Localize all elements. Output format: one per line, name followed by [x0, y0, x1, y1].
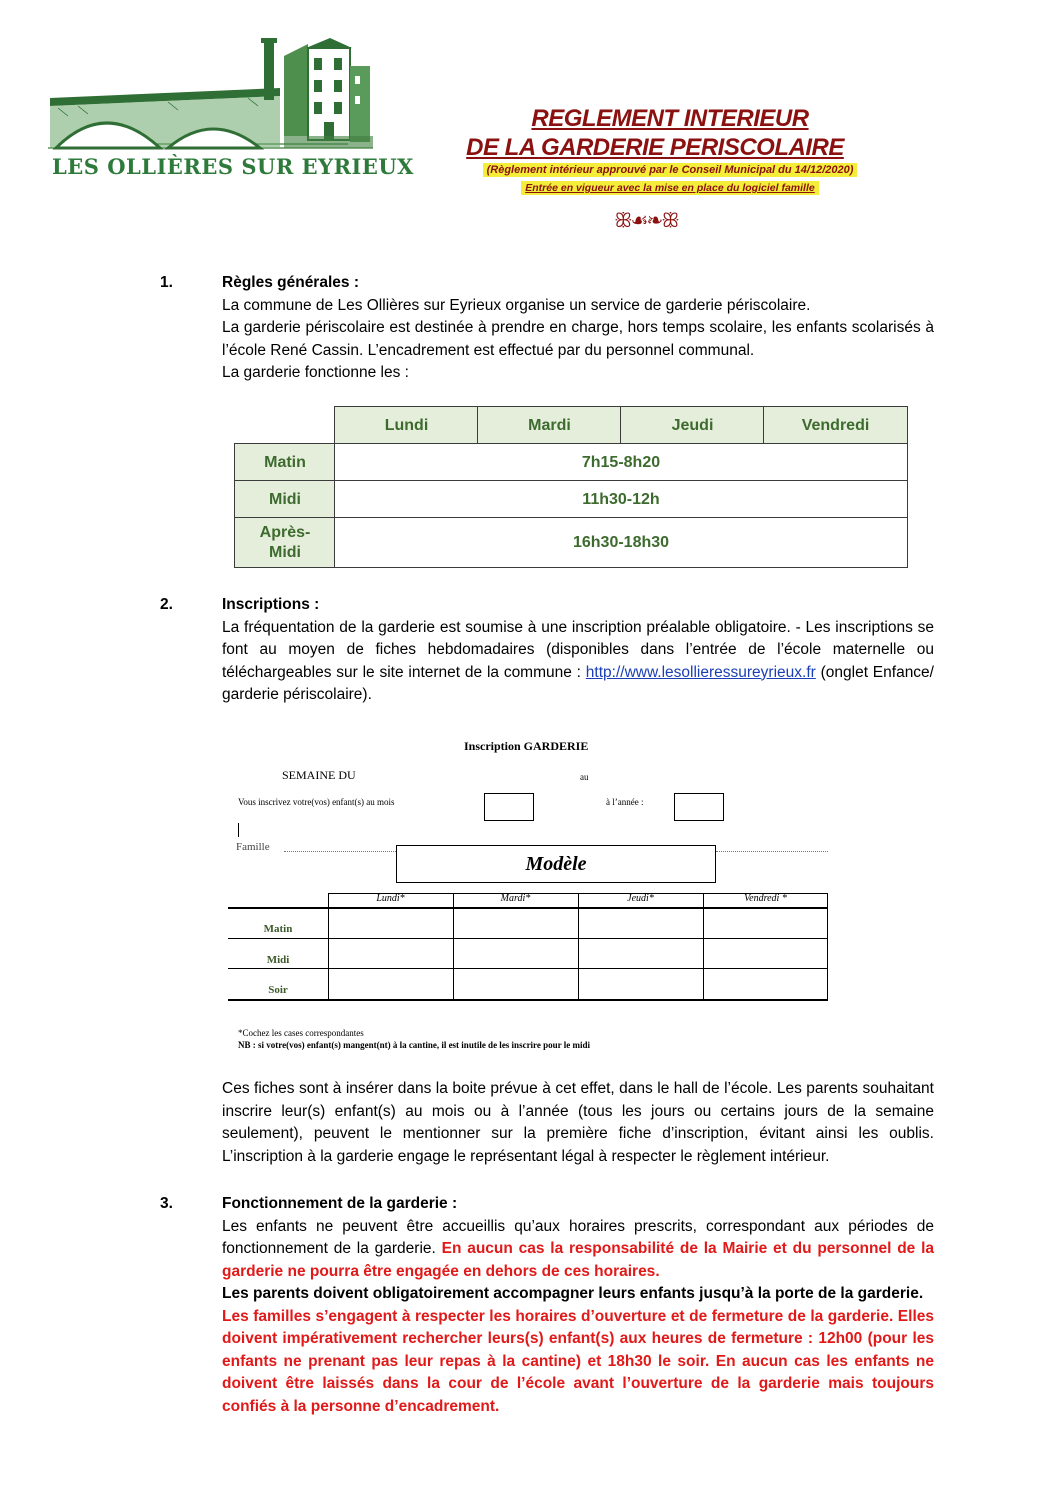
form-month-label: Vous inscrivez votre(vos) enfant(s) au mois — [238, 797, 395, 807]
section-number: 2. — [160, 596, 173, 613]
commune-logo — [48, 36, 414, 186]
section-paragraph: Les parents doivent obligatoirement accompagner leurs enfants jusqu’à la porte de la garderie. — [222, 1285, 924, 1302]
form-row-header: Midi — [266, 954, 290, 966]
section-paragraph: La fréquentation de la garderie est soumise à une inscription préalable obligatoire. - Les inscriptions se font au moyen de fiches hebdomadaires (disponibles dans l’entrée de l’école maternelle ou téléchargeables sur le site internet de la commune : http://www.lesollieressureyrieux.fr (onglet Enfance/ garderie périscolaire). — [222, 618, 934, 703]
form-month-box — [484, 793, 534, 821]
effective-note: Entrée en vigueur avec la mise en place du logiciel famille — [521, 181, 818, 195]
form-col-header: Vendredi * — [744, 893, 787, 904]
form-col-header: Jeudi* — [627, 893, 654, 904]
title-line-1: REGLEMENT INTERIEUR — [531, 105, 809, 132]
day-header: Jeudi — [620, 406, 765, 445]
section-title: Règles générales : — [222, 274, 359, 291]
ornament-icon: ꕥ☙❧ꕥ — [614, 208, 678, 232]
hours-cell: 16h30-18h30 — [334, 517, 908, 568]
approval-note: (Règlement intérieur approuvé par le Conseil Municipal du 14/12/2020) — [483, 163, 858, 177]
form-au-label: au — [580, 772, 589, 782]
liability-warning: En aucun cas la responsabilité de la Mairie et du personnel de la garderie ne pourra être engagée en dehors de ces horaires — [222, 1240, 934, 1280]
form-col-header: Lundi* — [376, 893, 405, 904]
commune-website-link[interactable]: http://www.lesollieressureyrieux.fr — [585, 663, 816, 681]
row-label: Après-Midi — [234, 517, 336, 568]
form-note: *Cochez les cases correspondantes — [238, 1028, 364, 1038]
day-header: Lundi — [334, 406, 479, 445]
section-paragraph: La garderie périscolaire est destinée à prendre en charge, hors temps scolaire, les enfants scolarisés à l’école René Cassin. L’encadrement est effectué par du personnel communal. — [222, 319, 934, 359]
form-grid — [228, 893, 828, 1000]
hours-cell: 11h30-12h — [334, 480, 908, 519]
form-year-box — [674, 793, 724, 821]
title-line-2: DE LA GARDERIE PERISCOLAIRE — [466, 134, 844, 161]
form-title: Inscription GARDERIE — [464, 739, 589, 753]
schedule-table — [234, 406, 908, 568]
section-title: Inscriptions : — [222, 596, 320, 613]
day-header: Vendredi — [763, 406, 908, 445]
row-label: Matin — [234, 443, 336, 482]
bridge-village-illustration — [48, 36, 373, 156]
logo-text: LES OLLIÈRES SUR EYRIEUX — [52, 154, 414, 179]
form-row-header: Soir — [268, 984, 288, 996]
section-paragraph: Ces fiches sont à insérer dans la boite prévue à cet effet, dans le hall de l’école. Les parents souhaitant inscrire leur(s) enfant(s) au mois ou à l’année (tous les jours ou certains jours de la semaine seulement), peuvent le mentionner sur la première fiche d’inscription, évitant ainsi les oublis. L’inscription à la garderie engage le représentant légal à respecter le règlement intérieur. — [222, 1080, 934, 1165]
day-header: Mardi — [477, 406, 622, 445]
section-paragraph: La commune de Les Ollières sur Eyrieux organise un service de garderie périscolaire. — [222, 296, 811, 314]
section-number: 3. — [160, 1195, 173, 1212]
form-col-header: Mardi* — [500, 893, 531, 904]
row-label: Midi — [234, 480, 336, 519]
form-year-label: à l’année : — [606, 797, 644, 807]
section-title: Fonctionnement de la garderie : — [222, 1195, 458, 1212]
form-week-label: SEMAINE DU — [282, 768, 356, 782]
form-family-label: Famille — [236, 841, 270, 853]
hours-cell: 7h15-8h20 — [334, 443, 908, 482]
document-title — [466, 104, 870, 196]
section-paragraph: La garderie fonctionne les : — [222, 364, 409, 381]
registration-form-model — [228, 735, 828, 1060]
section-paragraph: Les enfants ne peuvent être accueillis qu’aux horaires prescrits, correspondant aux périodes de fonctionnement de la garderie. En aucun cas la responsabilité de la Mairie et du personnel de la garderie ne pourra être engagée en dehors de ces horaires. — [222, 1217, 934, 1280]
hours-warning: Les familles s’engagent à respecter les horaires d’ouverture et de fermeture de la garderie. Elles doivent impérativement rechercher leurs(s) enfant(s) aux heures de fermeture : 12h00 (pour les enfants ne prenant pas leur repas à la cantine) et 18h30 le soir. En aucun cas les enfants ne doivent être laissés dans la cour de l’école avant l’ouverture de la garderie mais toujours confiés à la personne d’encadrement. — [222, 1307, 934, 1415]
form-row-header: Matin — [263, 923, 293, 935]
form-note-nb: NB : si votre(vos) enfant(s) mangent(nt) à la cantine, il est inutile de les inscrire pour le midi — [238, 1040, 590, 1050]
section-number: 1. — [160, 274, 173, 291]
model-watermark: Modèle — [396, 845, 716, 883]
